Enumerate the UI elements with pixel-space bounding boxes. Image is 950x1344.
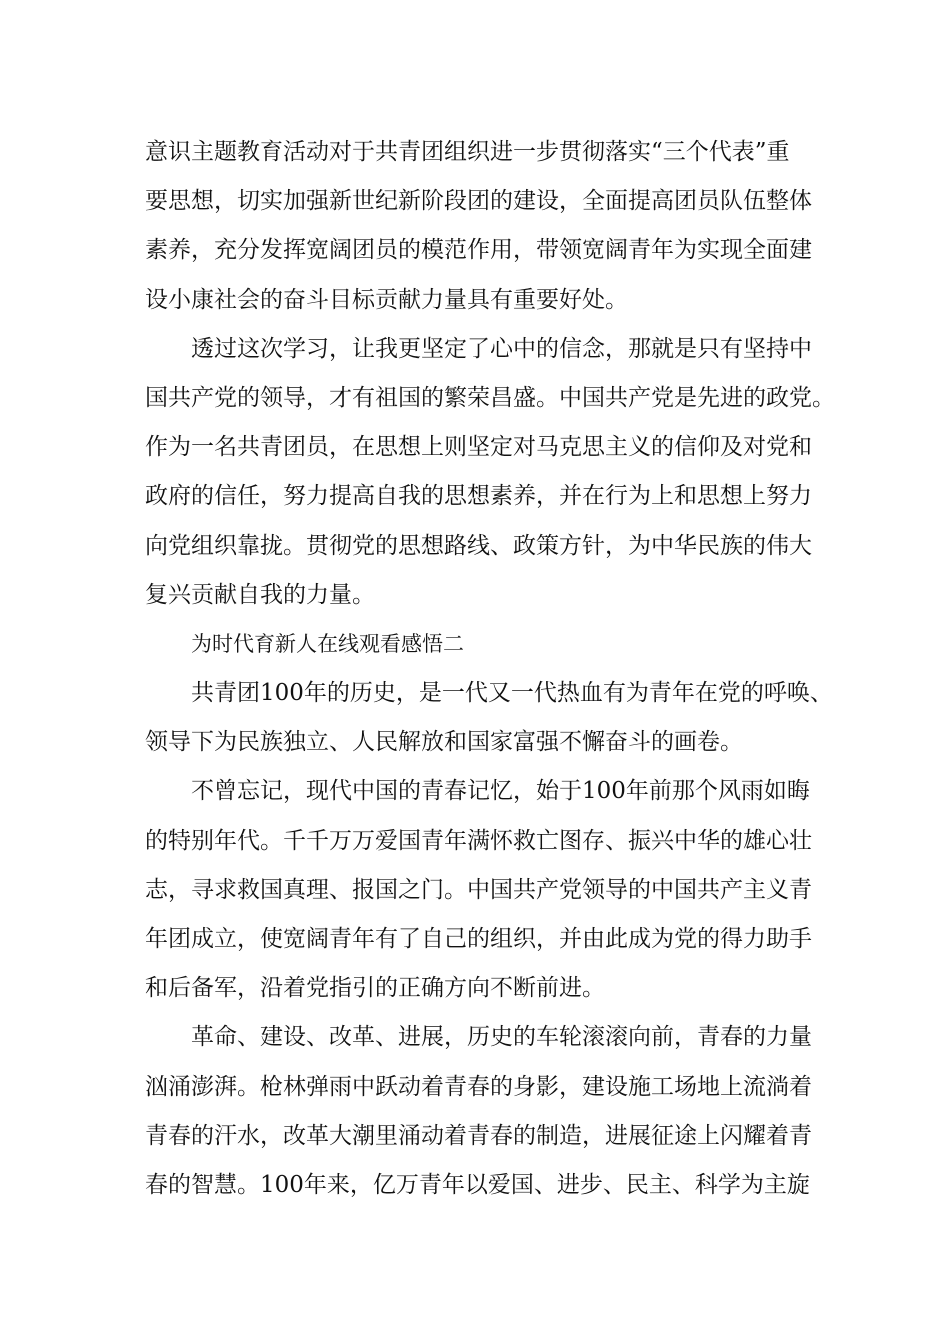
text-line: 共青团100年的历史，是一代又一代热血有为青年在党的呼唤、 [191,680,833,707]
text-line: 国共产党的领导，才有祖国的繁荣昌盛。中国共产党是先进的政党。 [145,384,835,411]
heading-text: 为时代育新人在线观看感悟二 [191,631,464,656]
paragraph-4 [145,767,813,1013]
paragraph-5 [145,1013,813,1210]
text-line: 和后备军，沿着党指引的正确方向不断前进。 [145,975,605,1002]
paragraph-3 [145,669,833,767]
text-line: 透过这次学习，让我更坚定了心中的信念，那就是只有坚持中 [191,335,812,362]
paragraph-2 [145,325,835,620]
text-line: 素养，充分发挥宽阔团员的模范作用，带领宽阔青年为实现全面建 [145,237,812,264]
document-body [145,128,835,1210]
text-line: 的特别年代。千千万万爱国青年满怀救亡图存、振兴中华的雄心壮 [145,827,812,854]
text-line: 设小康社会的奋斗目标贡献力量具有重要好处。 [145,286,628,313]
text-line: 不曾忘记，现代中国的青春记忆，始于100年前那个风雨如晦 [191,778,810,805]
text-line: 志，寻求救国真理、报国之门。中国共产党领导的中国共产主义青 [145,876,812,903]
text-line: 春的智慧。100年来，亿万青年以爱国、进步、民主、科学为主旋 [145,1171,810,1198]
text-line: 复兴贡献自我的力量。 [145,581,375,608]
text-line: 革命、建设、改革、进展，历史的车轮滚滚向前，青春的力量 [191,1024,812,1051]
text-line: 作为一名共青团员，在思想上则坚定对马克思主义的信仰及对党和 [145,434,812,461]
text-line: 年团成立，使宽阔青年有了自己的组织，并由此成为党的得力助手 [145,926,812,952]
text-line: 向党组织靠拢。贯彻党的思想路线、政策方针，为中华民族的伟大 [145,532,812,559]
text-line: 青春的汗水，改革大潮里涌动着青春的制造，进展征途上闪耀着青 [145,1122,812,1149]
section-heading [145,620,813,669]
paragraph-1 [145,128,813,325]
text-line: 政府的信任，努力提高自我的思想素养，并在行为上和思想上努力 [145,483,812,510]
text-line: 意识主题教育活动对于共青团组织进一步贯彻落实“三个代表”重 [145,139,790,165]
text-line: 领导下为民族独立、人民解放和国家富强不懈奋斗的画卷。 [145,729,743,756]
text-line: 汹涌澎湃。枪林弹雨中跃动着青春的身影，建设施工场地上流淌着 [145,1073,812,1100]
text-line: 要思想，切实加强新世纪新阶段团的建设，全面提高团员队伍整体 [145,188,812,215]
